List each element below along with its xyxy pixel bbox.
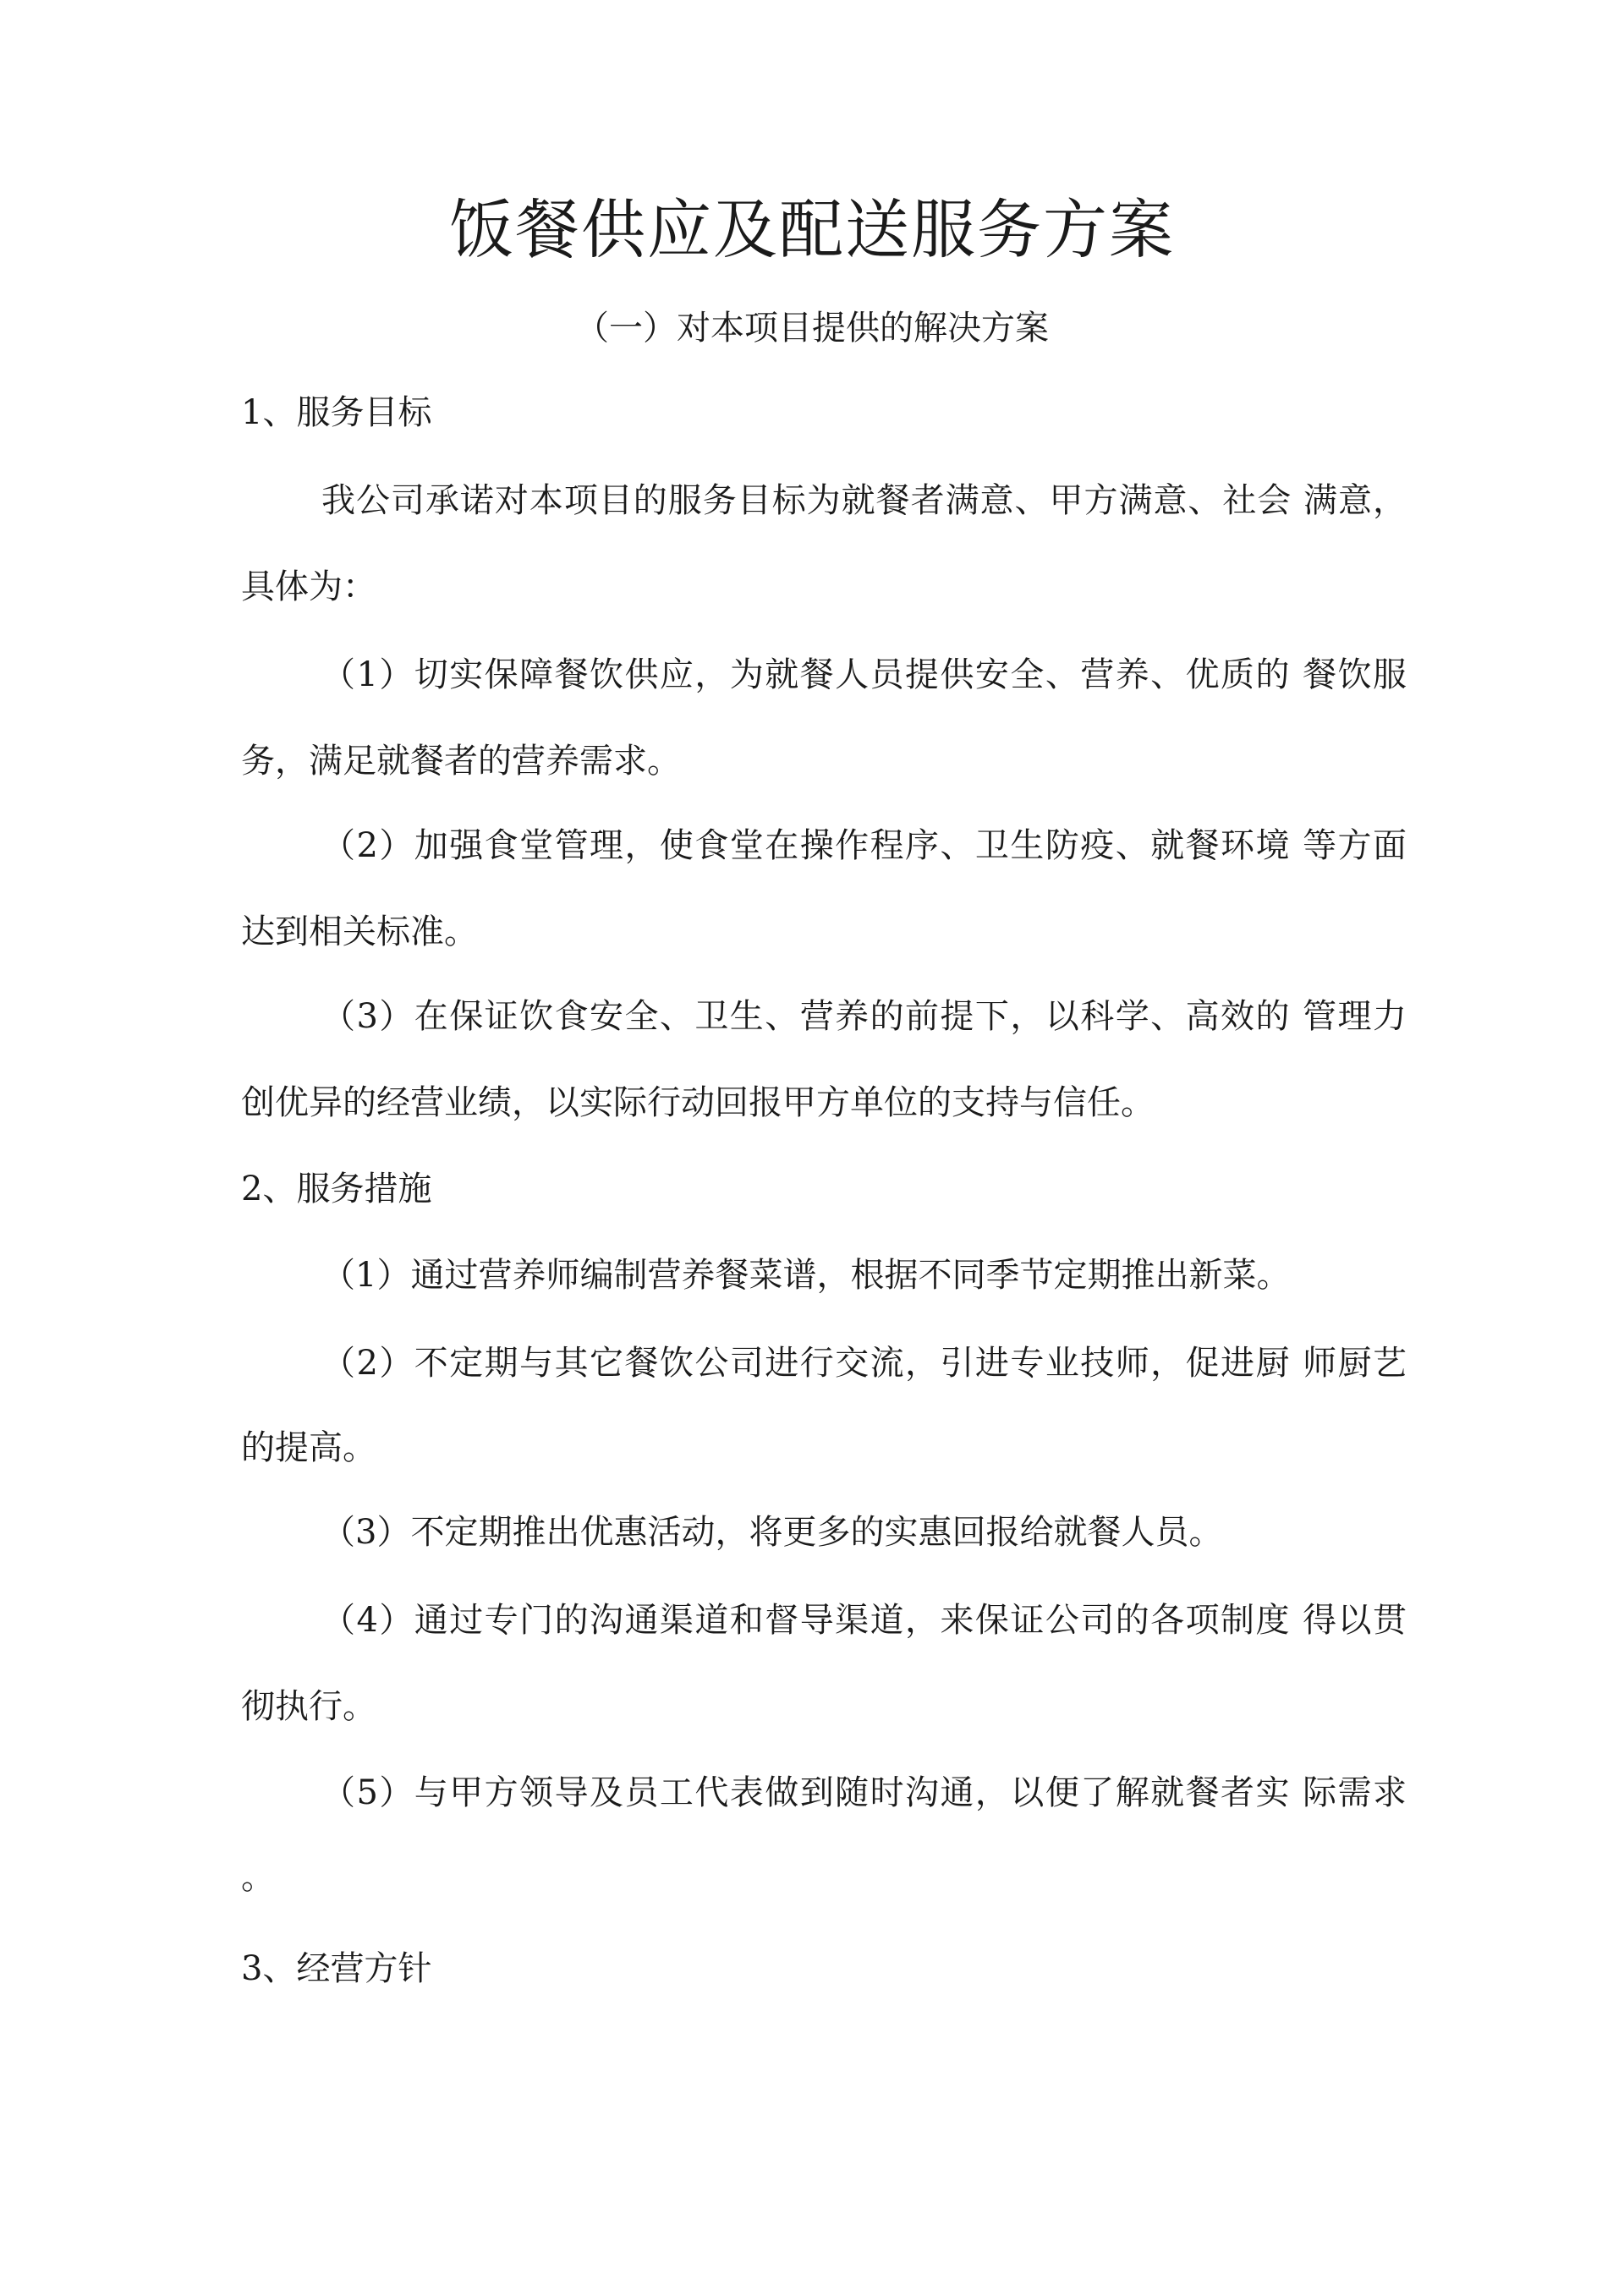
section-heading-service-measures: 2、服务措施: [241, 1170, 432, 1208]
section-heading-business-policy: 3、经营方针: [241, 1949, 432, 1988]
paragraph-line: （3）在保证饮食安全、卫生、营养的前提下，以科学、高效的 管理力: [321, 997, 1407, 1036]
section-heading-service-goals: 1、服务目标: [241, 393, 432, 432]
paragraph-line: （2）不定期与其它餐饮公司进行交流，引进专业技师，促进厨 师厨艺: [321, 1344, 1407, 1383]
document-subtitle: （一）对本项目提供的解决方案: [575, 309, 1049, 348]
paragraph-line: （2）加强食堂管理，使食堂在操作程序、卫生防疫、就餐环境 等方面: [321, 826, 1407, 865]
paragraph-line: 务，满足就餐者的营养需求。: [241, 742, 681, 781]
paragraph-line: （5）与甲方领导及员工代表做到随时沟通，以便了解就餐者实 际需求: [321, 1773, 1407, 1812]
paragraph-line: （4）通过专门的沟通渠道和督导渠道，来保证公司的各项制度 得以贯: [321, 1601, 1407, 1640]
paragraph-line: 创优异的经营业绩，以实际行动回报甲方单位的支持与信任。: [241, 1083, 1155, 1122]
paragraph-line: 。: [241, 1858, 275, 1897]
paragraph-line: 的提高。: [241, 1428, 376, 1467]
paragraph-line: 达到相关标准。: [241, 912, 478, 951]
document-title: 饭餐供应及配送服务方案: [449, 192, 1175, 267]
paragraph-line: （3）不定期推出优惠活动，将更多的实惠回报给就餐人员。: [321, 1513, 1223, 1552]
paragraph-line: 我公司承诺对本项目的服务目标为就餐者满意、甲方满意、社会 满意，: [321, 481, 1407, 520]
paragraph-line: 彻执行。: [241, 1687, 376, 1726]
paragraph-line: （1）切实保障餐饮供应，为就餐人员提供安全、营养、优质的 餐饮服: [321, 655, 1407, 694]
paragraph-line: 具体为：: [241, 567, 376, 606]
paragraph-line: （1）通过营养师编制营养餐菜谱，根据不同季节定期推出新菜。: [321, 1256, 1291, 1295]
